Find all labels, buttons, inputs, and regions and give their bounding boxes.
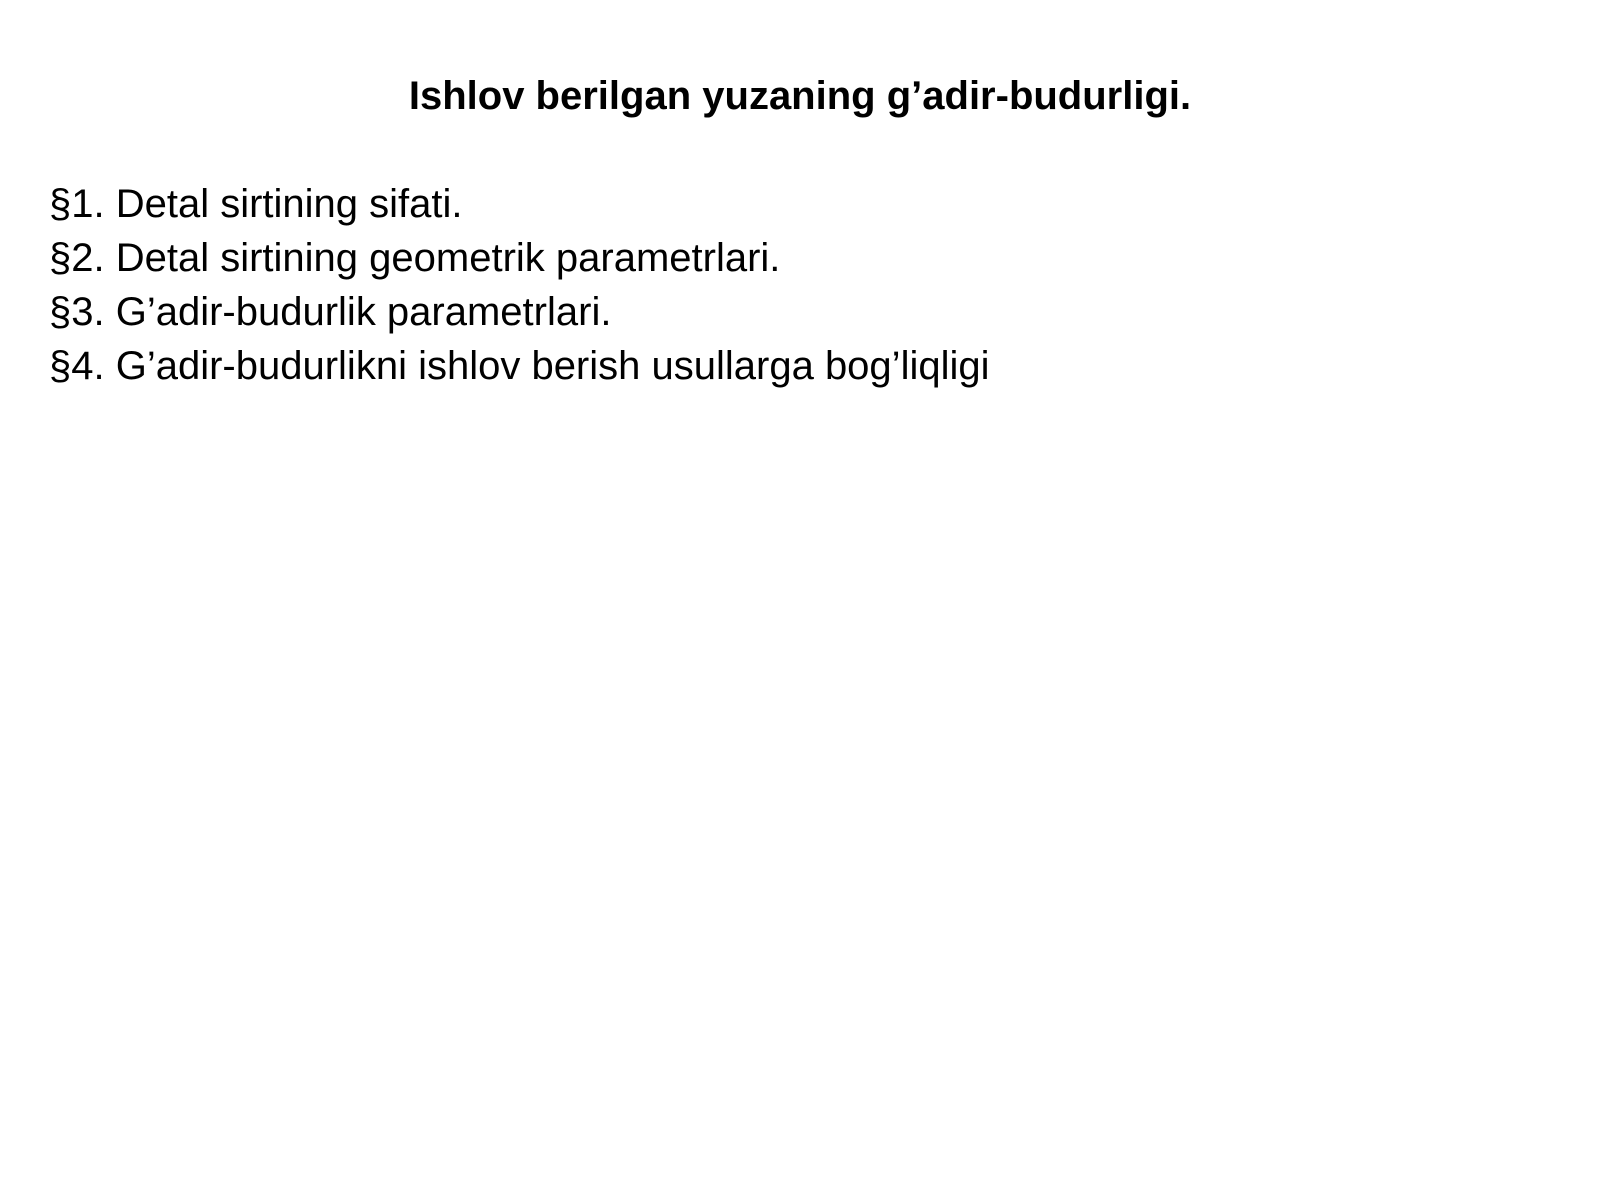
page-title: Ishlov berilgan yuzaning g’adir-budurligi.: [408, 74, 1192, 118]
section-item-2: §2. Detal sirtining geometrik parametrlari.: [49, 236, 781, 280]
section-item-1: §1. Detal sirtining sifati.: [49, 182, 463, 226]
section-list: [49, 177, 990, 393]
section-item-3: §3. G’adir-budurlik parametrlari.: [49, 290, 612, 334]
section-item-4: §4. G’adir-budurlikni ishlov berish usullarga bog’liqligi: [49, 344, 990, 388]
